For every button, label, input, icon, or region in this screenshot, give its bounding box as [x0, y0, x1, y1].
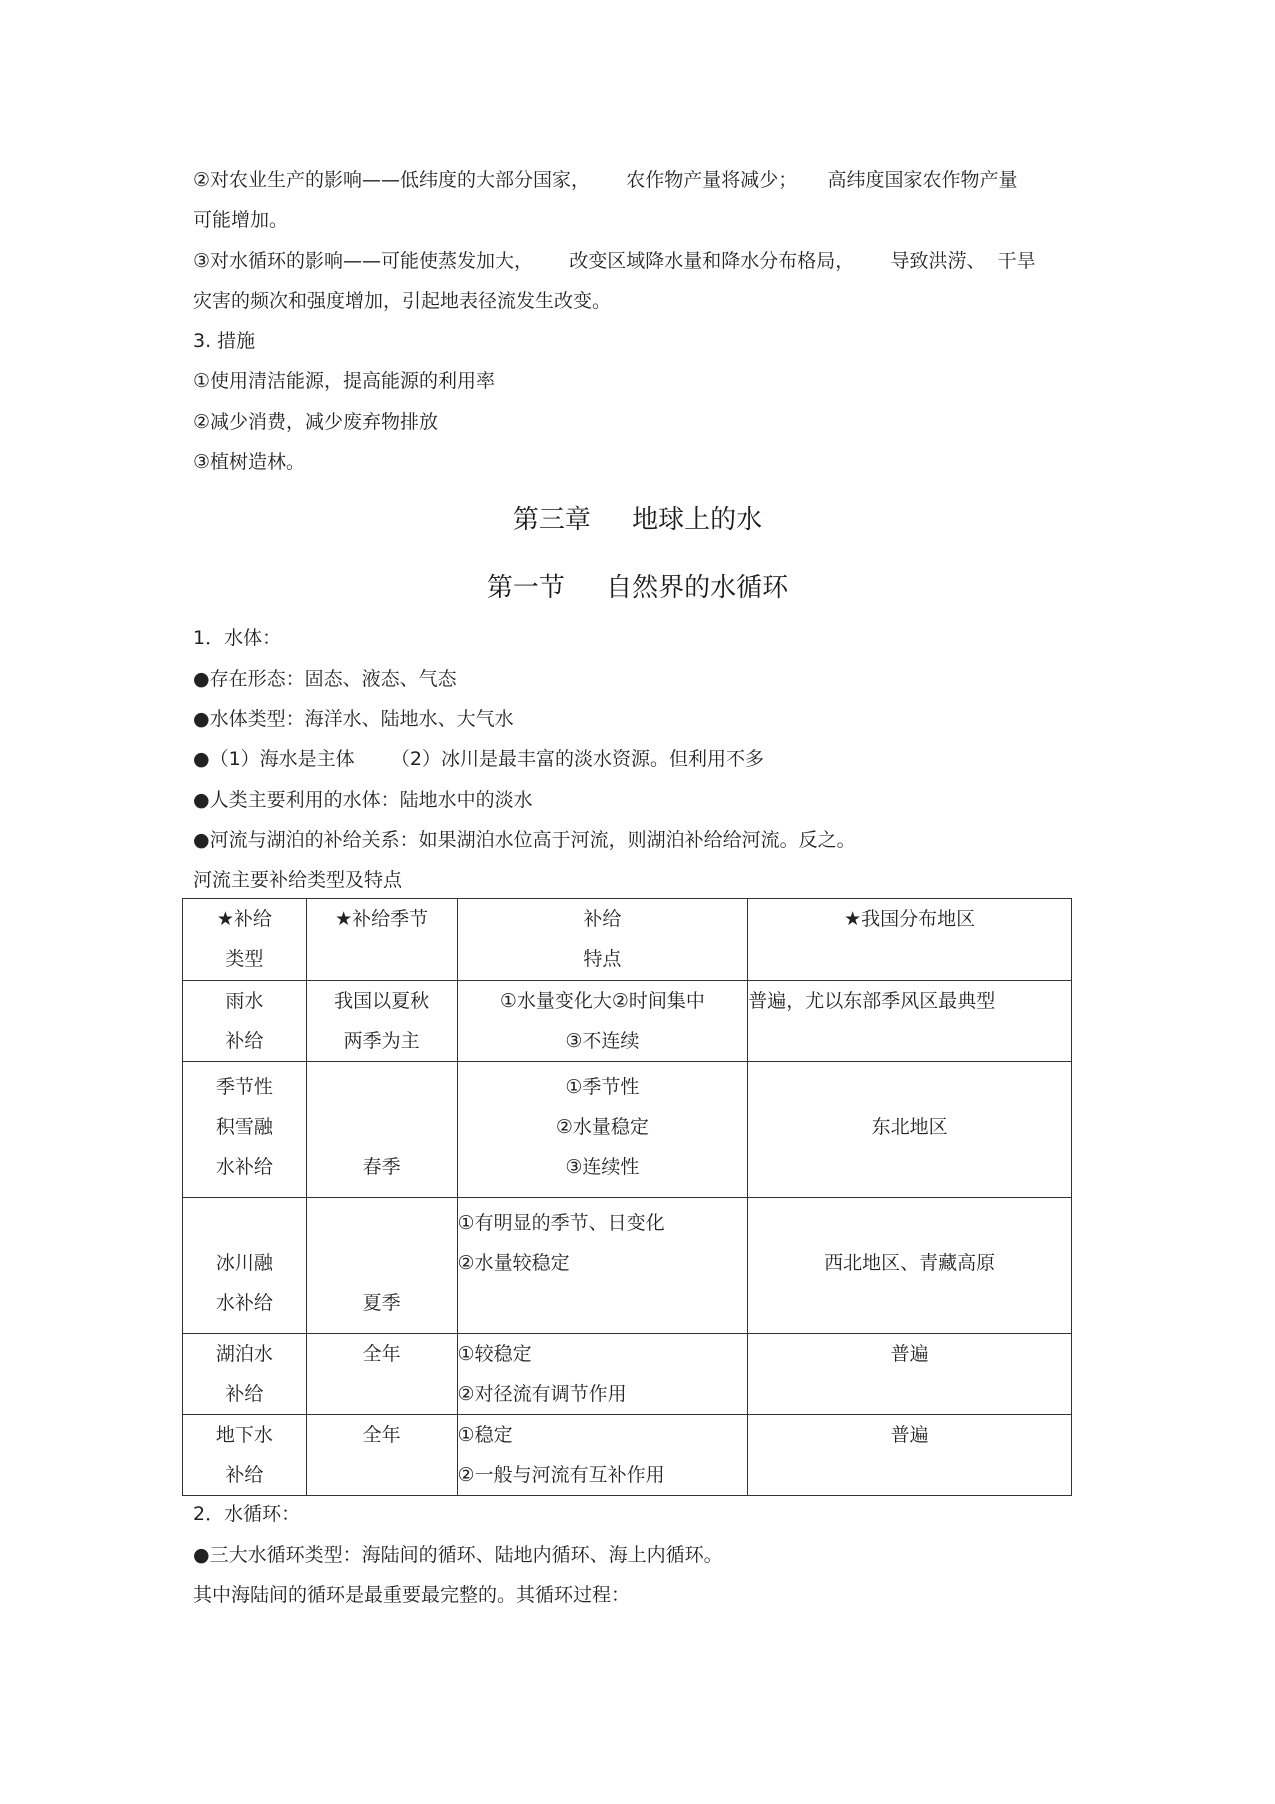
- cell-region: [748, 1198, 1072, 1334]
- cell-season: [306, 1062, 457, 1198]
- cell-text: 夏季: [362, 1292, 401, 1314]
- header-cell-feature: [457, 899, 748, 981]
- measure-item: ②减少消费，减少废弃物排放: [193, 411, 439, 433]
- bullet-item: ●水体类型：海洋水、陆地水、大气水: [193, 708, 514, 730]
- bullet-item: ●三大水循环类型：海陆间的循环、陆地内循环、海上内循环。: [193, 1544, 723, 1566]
- cell-feature: [457, 1198, 748, 1334]
- cell-text: 地下水: [215, 1424, 273, 1446]
- cell-text: ①较稳定: [457, 1343, 532, 1365]
- cell-season: [306, 1198, 457, 1334]
- cell-text: 雨水: [225, 990, 264, 1012]
- header-cell-season: [306, 899, 457, 981]
- header-text: 特点: [583, 948, 622, 970]
- cell-feature: [457, 1334, 748, 1415]
- cell-type: [183, 1415, 307, 1496]
- river-supply-table: [182, 898, 1072, 1496]
- paragraph-agriculture-impact-line2: 可能增加。: [193, 209, 289, 231]
- cell-text: ③不连续: [565, 1030, 640, 1052]
- paragraph-water-cycle-impact-line2: 灾害的频次和强度增加，引起地表径流发生改变。: [193, 290, 612, 312]
- cell-text: 西北地区、青藏高原: [824, 1252, 996, 1274]
- cell-region: [748, 981, 1072, 1062]
- water-body-title: 1．水体：: [193, 627, 282, 649]
- header-text: ★我国分布地区: [844, 908, 976, 930]
- cell-feature: [457, 1062, 748, 1198]
- cell-season: [306, 1334, 457, 1415]
- cell-text: ②一般与河流有互补作用: [457, 1464, 665, 1486]
- measure-item: ③植树造林。: [193, 451, 306, 473]
- table-caption: 河流主要补给类型及特点: [193, 869, 403, 891]
- paragraph-water-cycle-impact-line1: ③对水循环的影响——可能使蒸发加大， 改变区域降水量和降水分布格局， 导致洪涝、 干旱: [193, 250, 1036, 272]
- cell-feature: [457, 981, 748, 1062]
- cell-type: [183, 1334, 307, 1415]
- measure-item: ①使用清洁能源，提高能源的利用率: [193, 370, 496, 392]
- paragraph-agriculture-impact-line1: ②对农业生产的影响——低纬度的大部分国家， 农作物产量将减少； 高纬度国家农作物产量: [193, 169, 1018, 191]
- table-row: [183, 1334, 1072, 1415]
- header-text: ★补给季节: [335, 908, 429, 930]
- chapter-title: 第三章 地球上的水: [512, 505, 763, 535]
- bullet-item: ●人类主要利用的水体：陆地水中的淡水: [193, 789, 533, 811]
- cell-text: 我国以夏秋: [334, 990, 430, 1012]
- table-row: [183, 1198, 1072, 1334]
- header-cell-region: [748, 899, 1072, 981]
- cell-season: [306, 981, 457, 1062]
- cell-season: [306, 1415, 457, 1496]
- cell-text: 全年: [362, 1343, 401, 1365]
- cell-text: ①有明显的季节、日变化: [457, 1212, 665, 1234]
- table-row: [183, 1062, 1072, 1198]
- cell-text: 补给: [225, 1383, 264, 1405]
- cell-text: 水补给: [215, 1292, 273, 1314]
- cell-text: 普遍，尤以东部季风区最典型: [748, 990, 996, 1012]
- cell-text: 两季为主: [343, 1030, 420, 1052]
- header-cell-type: [183, 899, 307, 981]
- cell-feature: [457, 1415, 748, 1496]
- cell-text: ②对径流有调节作用: [457, 1383, 627, 1405]
- table-row: [183, 981, 1072, 1062]
- cell-text: ③连续性: [565, 1156, 640, 1178]
- cell-text: 全年: [362, 1424, 401, 1446]
- cell-text: ②水量稳定: [555, 1116, 649, 1138]
- cell-region: [748, 1062, 1072, 1198]
- cell-type: [183, 1062, 307, 1198]
- cell-region: [748, 1334, 1072, 1415]
- header-text: ★补给: [216, 908, 272, 930]
- cell-text: 普遍: [890, 1343, 929, 1365]
- cell-text: 季节性: [215, 1076, 273, 1098]
- cell-text: ①水量变化大②时间集中: [499, 990, 705, 1012]
- table-row: [183, 1415, 1072, 1496]
- paragraph-cycle-process: 其中海陆间的循环是最重要最完整的。其循环过程：: [193, 1584, 631, 1606]
- bullet-item: ●河流与湖泊的补给关系：如果湖泊水位高于河流，则湖泊补给给河流。反之。: [193, 829, 856, 851]
- table-header-row: [183, 899, 1072, 981]
- cell-text: ①稳定: [457, 1424, 513, 1446]
- cell-text: 湖泊水: [215, 1343, 273, 1365]
- header-text: 类型: [225, 948, 264, 970]
- cell-text: 水补给: [215, 1156, 273, 1178]
- measures-title: 3. 措施: [193, 330, 256, 352]
- water-cycle-title: 2．水循环：: [193, 1503, 301, 1525]
- cell-text: ①季节性: [565, 1076, 640, 1098]
- section-title: 第一节 自然界的水循环: [486, 573, 789, 603]
- cell-text: 冰川融: [215, 1252, 273, 1274]
- cell-text: 积雪融: [215, 1116, 273, 1138]
- cell-type: [183, 1198, 307, 1334]
- cell-text: 普遍: [890, 1424, 929, 1446]
- cell-text: 春季: [362, 1156, 401, 1178]
- cell-text: 东北地区: [871, 1116, 948, 1138]
- cell-text: 补给: [225, 1030, 264, 1052]
- cell-type: [183, 981, 307, 1062]
- cell-region: [748, 1415, 1072, 1496]
- bullet-item: ●（1）海水是主体 （2）冰川是最丰富的淡水资源。但利用不多: [193, 748, 764, 770]
- cell-text: 补给: [225, 1464, 264, 1486]
- cell-text: ②水量较稳定: [457, 1252, 570, 1274]
- bullet-item: ●存在形态：固态、液态、气态: [193, 668, 457, 690]
- header-text: 补给: [583, 908, 622, 930]
